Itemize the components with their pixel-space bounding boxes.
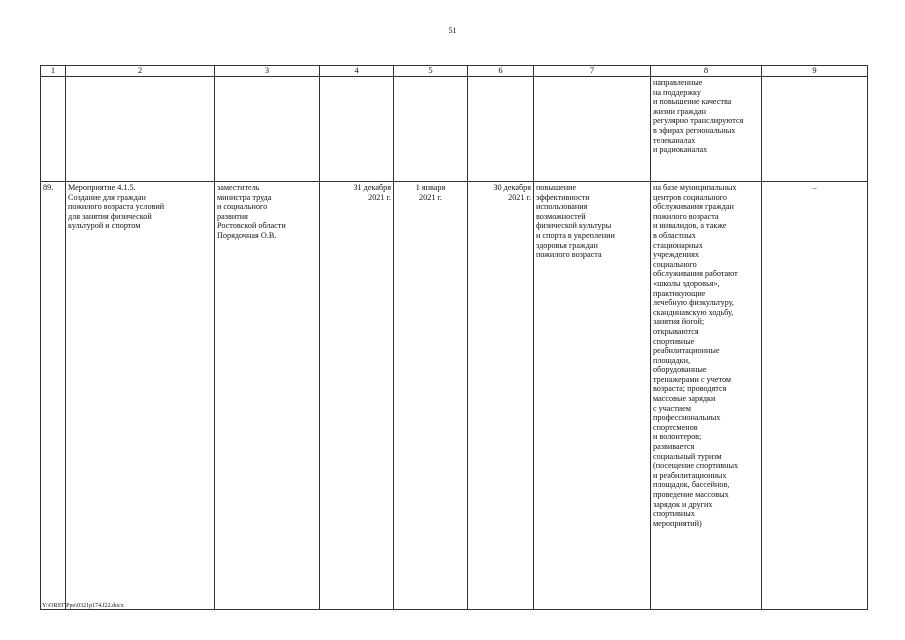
description-cell [651, 182, 762, 610]
cell-empty [762, 77, 868, 182]
cell-text-line: мероприятий) [653, 518, 702, 528]
cell-text-line: для занятия физической [68, 211, 152, 221]
cell-text-line: оборудованные [653, 365, 707, 375]
cell-text-line: и волонтеров; [653, 432, 702, 442]
cell-text-line: Порядочная О.В. [217, 230, 277, 240]
cell-text-line: использования [536, 202, 588, 212]
header-col-8: 8 [651, 66, 762, 77]
cell-text-line: 2021 г. [419, 192, 442, 202]
cell-text-line: и повышение качества [653, 97, 732, 107]
cell-text-line: в областных [653, 230, 696, 240]
responsible-cell [215, 182, 320, 610]
cell-text-line: Мероприятие 4.1.5. [68, 183, 136, 192]
cell-text-line: занятия йогой; [653, 317, 705, 327]
cell-text-line: 30 декабря [493, 183, 531, 192]
cell-empty [468, 77, 534, 182]
page-number: 51 [448, 26, 457, 35]
cell-text-line: министра труда [217, 192, 272, 202]
cell-text-line: направленные [653, 78, 703, 87]
cell-text-line: «школы здоровья», [653, 278, 720, 288]
cell-text-line: проведение массовых [653, 490, 729, 499]
cell-text-line: и инвалидов, а также [653, 221, 727, 231]
cell-text-line: спортсменов [653, 422, 698, 432]
header-col-9: 9 [762, 66, 868, 77]
cell-text-line: и радиоканалах [653, 145, 708, 155]
cell-text-line: телеканалах [653, 135, 696, 145]
cell-text-line: развития [217, 211, 248, 221]
cell-text-line: центров социального [653, 192, 727, 202]
cell-text-line: с участием [653, 403, 691, 413]
cell-empty [394, 77, 468, 182]
row-number-cell: 89. [41, 182, 66, 610]
cell-text-line: площадок, бассейнов, [653, 480, 730, 490]
cell-text-line: спортивных [653, 509, 695, 519]
cell-text-line: на базе муниципальных [653, 183, 737, 192]
cell-text-line: обслуживания граждан [653, 202, 734, 212]
cell-text-line: (посещение спортивных [653, 461, 739, 471]
cell-text-line: скандинавскую ходьбу, [653, 307, 734, 317]
header-col-2: 2 [66, 66, 215, 77]
cell-text-line: физической культуры [536, 221, 612, 231]
table-row-continuation [41, 77, 868, 182]
cell-text-line: жизни граждан [653, 106, 707, 116]
header-col-1: 1 [41, 66, 66, 77]
cell-text-line: культурой и спортом [68, 221, 141, 231]
cell-text-line: обслуживания работают [653, 269, 738, 279]
table-row-89 [41, 182, 868, 610]
cell-text-line: стационарных [653, 240, 703, 250]
header-col-3: 3 [215, 66, 320, 77]
header-col-4: 4 [320, 66, 394, 77]
cell-text-line: пожилого возраста [653, 211, 719, 221]
cell-text-line: учреждениях [653, 250, 700, 260]
cell-text-line: тренажерами с учетом [653, 374, 732, 384]
cell-text-line: 1 января [415, 183, 446, 192]
cell-empty [41, 77, 66, 182]
col9-cell: – [762, 182, 868, 610]
cell-text-line: Ростовской области [217, 221, 286, 231]
cell-text-line: 31 декабря [353, 183, 391, 192]
cell-text-line: социального [653, 259, 697, 269]
cell-text-line: 2021 г. [368, 192, 391, 202]
cell-empty [320, 77, 394, 182]
cell-text-line: в эфирах региональных [653, 125, 736, 135]
cell-text-line: пожилого возраста [536, 250, 602, 260]
measures-table [40, 65, 868, 610]
cell-text-line: повышение [536, 183, 577, 192]
cell-empty [215, 77, 320, 182]
cell-text-line: здоровья граждан [536, 240, 598, 250]
footer-file-path: Y:\ORST\Ppo\0321p174.f22.docx [42, 603, 124, 609]
table-header-row [41, 66, 868, 77]
cell-text-line: социальный туризм [653, 451, 722, 461]
cell-text-line: 2021 г. [508, 192, 531, 202]
cell-text-line: заместитель [217, 183, 260, 192]
result-cell [534, 182, 651, 610]
cell-text-line: открываются [653, 326, 699, 336]
cell-text-line: профессиональных [653, 413, 721, 423]
cell-text-line: и реабилитационных [653, 470, 727, 480]
header-col-5: 5 [394, 66, 468, 77]
date-col4-cell [320, 182, 394, 610]
cell-text-line: спортивные [653, 336, 695, 346]
event-name-cell [66, 182, 215, 610]
cell-text-line: на поддержку [653, 87, 701, 97]
cell-text-line: эффективности [536, 192, 590, 202]
header-col-7: 7 [534, 66, 651, 77]
cell-text-line: площадки, [653, 355, 691, 365]
cell-text-line: пожилого возраста условий [68, 202, 165, 212]
cell-text-line: развивается [653, 442, 695, 452]
cell-text-line: лечебную физкультуру, [653, 298, 734, 308]
header-col-6: 6 [468, 66, 534, 77]
cell-text-line: и социального [217, 202, 268, 212]
cell-text-line: массовые зарядки [653, 394, 716, 404]
cell-text-line: Создание для граждан [68, 192, 146, 202]
cell-text-line: возможностей [536, 211, 586, 221]
cell-empty [534, 77, 651, 182]
cell-text-line: регулярно транслируются [653, 116, 744, 126]
continuation-description-cell [651, 77, 762, 182]
cell-text-line: реабилитационные [653, 346, 720, 356]
date-col6-cell [468, 182, 534, 610]
cell-text-line: зарядок и других [653, 499, 713, 509]
cell-text-line: возраста; проводятся [653, 384, 727, 394]
cell-empty [66, 77, 215, 182]
cell-text-line: и спорта в укреплении [536, 230, 615, 240]
date-col5-cell [394, 182, 468, 610]
cell-text-line: практикующие [653, 288, 706, 298]
